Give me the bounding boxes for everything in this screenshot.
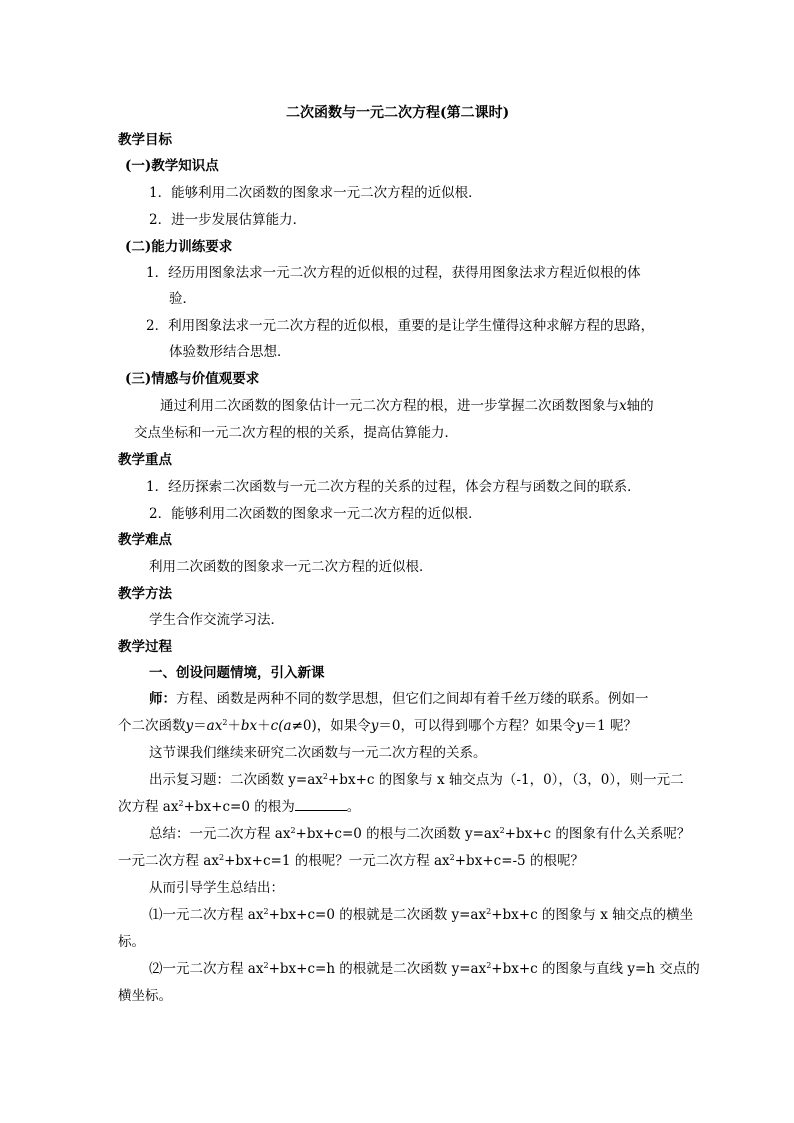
heading-key-points: 教学重点 xyxy=(118,452,172,468)
formula-y: y xyxy=(185,718,194,734)
heading-method: 教学方法 xyxy=(118,586,172,602)
exponent: 2 xyxy=(263,961,269,970)
paragraph-4-line-1 xyxy=(149,825,690,843)
heading-part-1: 一、创设问题情境，引入新课 xyxy=(149,665,325,681)
emotion-line-1-text-b: 轴的 xyxy=(626,398,654,414)
ability-item-1-line-1: 1．经历用图象法求一元二次方程的近似根的过程，获得用图象法求方程近似根的体 xyxy=(146,265,641,281)
ability-item-1-line-2: 验． xyxy=(169,291,196,307)
text-segment: +bx+c=-5 的根呢？ xyxy=(454,853,584,869)
teacher-label: 师： xyxy=(149,691,176,707)
formula-plus: ＋ xyxy=(257,718,271,734)
text-segment: +bx+c 的图象与 x 轴交点为（-1，0），（3，0），则一元二 xyxy=(328,772,684,788)
heading-goals: 教学目标 xyxy=(118,132,172,148)
formula-y: y xyxy=(370,718,379,734)
text-segment: +bx+c=0 的根为 xyxy=(183,799,295,815)
exponent: 2 xyxy=(486,907,492,916)
formula-y: y xyxy=(575,718,584,734)
text-segment: ＝0，可以得到哪个方程？如果令 xyxy=(378,718,576,734)
text-segment: +bx+c=0 的根与二次函数 y=ax xyxy=(295,826,500,842)
heading-emotion: (三)情感与价值观要求 xyxy=(125,371,260,387)
text-segment: ＝1 呢？ xyxy=(583,718,637,734)
paragraph-4-line-2 xyxy=(118,852,584,870)
knowledge-item-2: 2．进一步发展估算能力． xyxy=(149,212,307,228)
exponent: 2 xyxy=(218,853,225,862)
heading-ability: (二)能力训练要求 xyxy=(125,239,233,255)
formula-c: c(a xyxy=(270,718,292,734)
conclusion-1-line-2: 标。 xyxy=(118,934,145,950)
text-segment: 次方程 ax xyxy=(118,799,179,815)
emotion-line-2: 交点坐标和一元二次方程的根的关系，提高估算能力． xyxy=(134,425,458,441)
heading-process: 教学过程 xyxy=(118,639,172,655)
emotion-line-1-text-a: 通过利用二次函数的图象估计一元二次方程的根，进一步掌握二次函数图象与 xyxy=(160,398,619,414)
key-point-1: 1．经历探索二次函数与一元二次方程的关系的过程，体会方程与函数之间的联系． xyxy=(146,479,641,495)
text-segment: 出示复习题：二次函数 y=ax xyxy=(149,772,323,788)
text-segment: +bx+c=0 的根就是二次函数 y=ax xyxy=(268,907,487,923)
key-point-2: 2．能够利用二次函数的图象求一元二次方程的近似根． xyxy=(149,506,482,522)
text-segment: ⑵一元二次方程 ax xyxy=(149,961,264,977)
paragraph-1-line-2 xyxy=(118,717,637,735)
text-segment: ，如果令 xyxy=(316,718,371,734)
text-segment: +bx+c 的图象有什么关系呢？ xyxy=(504,826,691,842)
exponent: 2 xyxy=(449,853,455,862)
page-title: 二次函数与一元二次方程(第二课时) xyxy=(286,105,510,121)
paragraph-1-line-1-text: 方程、函数是两种不同的数学思想，但它们之间却有着千丝万缕的联系。例如一 xyxy=(176,691,649,707)
exponent: 2 xyxy=(263,907,269,916)
formula-ax: ax xyxy=(206,718,223,734)
exponent: 2 xyxy=(178,799,184,808)
exponent: 2 xyxy=(322,772,328,781)
conclusion-2-line-2: 横坐标。 xyxy=(118,988,172,1004)
answer-blank xyxy=(295,798,347,811)
text-segment: 个二次函数 xyxy=(118,718,186,734)
conclusion-1-line-1 xyxy=(149,906,693,924)
variable-x: x xyxy=(619,398,627,414)
paragraph-3-line-1 xyxy=(149,771,684,789)
method-text: 学生合作交流学习法． xyxy=(149,612,284,628)
formula-eq: ＝ xyxy=(193,718,207,734)
knowledge-item-1: 1．能够利用二次函数的图象求一元二次方程的近似根． xyxy=(149,185,482,201)
ability-item-2-line-2: 体验数形结合思想． xyxy=(169,344,291,360)
paragraph-3-line-2 xyxy=(118,798,360,816)
text-segment: +bx+c 的图象与直线 y=h 交点的 xyxy=(491,961,700,977)
text-segment: 。 xyxy=(346,799,361,815)
text-segment: ⑴一元二次方程 ax xyxy=(149,907,264,923)
formula-exponent: 2 xyxy=(222,718,228,727)
paragraph-5: 从而引导学生总结出： xyxy=(149,880,284,896)
exponent: 2 xyxy=(499,826,505,835)
text-segment: +bx+c=1 的根呢？一元二次方程 ax xyxy=(224,853,450,869)
heading-difficulty: 教学难点 xyxy=(118,532,172,548)
conclusion-2-line-1 xyxy=(149,960,700,978)
ability-item-2-line-1: 2．利用图象法求一元二次方程的近似根，重要的是让学生懂得这种求解方程的思路， xyxy=(146,318,655,334)
paragraph-2: 这节课我们继续来研究二次函数与一元二次方程的关系。 xyxy=(149,745,487,761)
text-segment: +bx+c=h 的根就是二次函数 y=ax xyxy=(268,961,487,977)
text-segment: 总结：一元二次方程 ax xyxy=(149,826,291,842)
exponent: 2 xyxy=(486,961,492,970)
exponent: 2 xyxy=(290,826,296,835)
heading-knowledge: (一)教学知识点 xyxy=(125,158,219,174)
formula-bx: bx xyxy=(240,718,258,734)
text-segment: 一元二次方程 ax xyxy=(118,853,219,869)
text-segment: +bx+c 的图象与 x 轴交点的横坐 xyxy=(491,907,694,923)
formula-ne: ≠0) xyxy=(291,718,317,734)
paragraph-1-line-1 xyxy=(149,690,649,708)
formula-plus: ＋ xyxy=(227,718,241,734)
difficulty-text: 利用二次函数的图象求一元二次方程的近似根． xyxy=(149,559,433,575)
emotion-line-1 xyxy=(160,397,654,415)
